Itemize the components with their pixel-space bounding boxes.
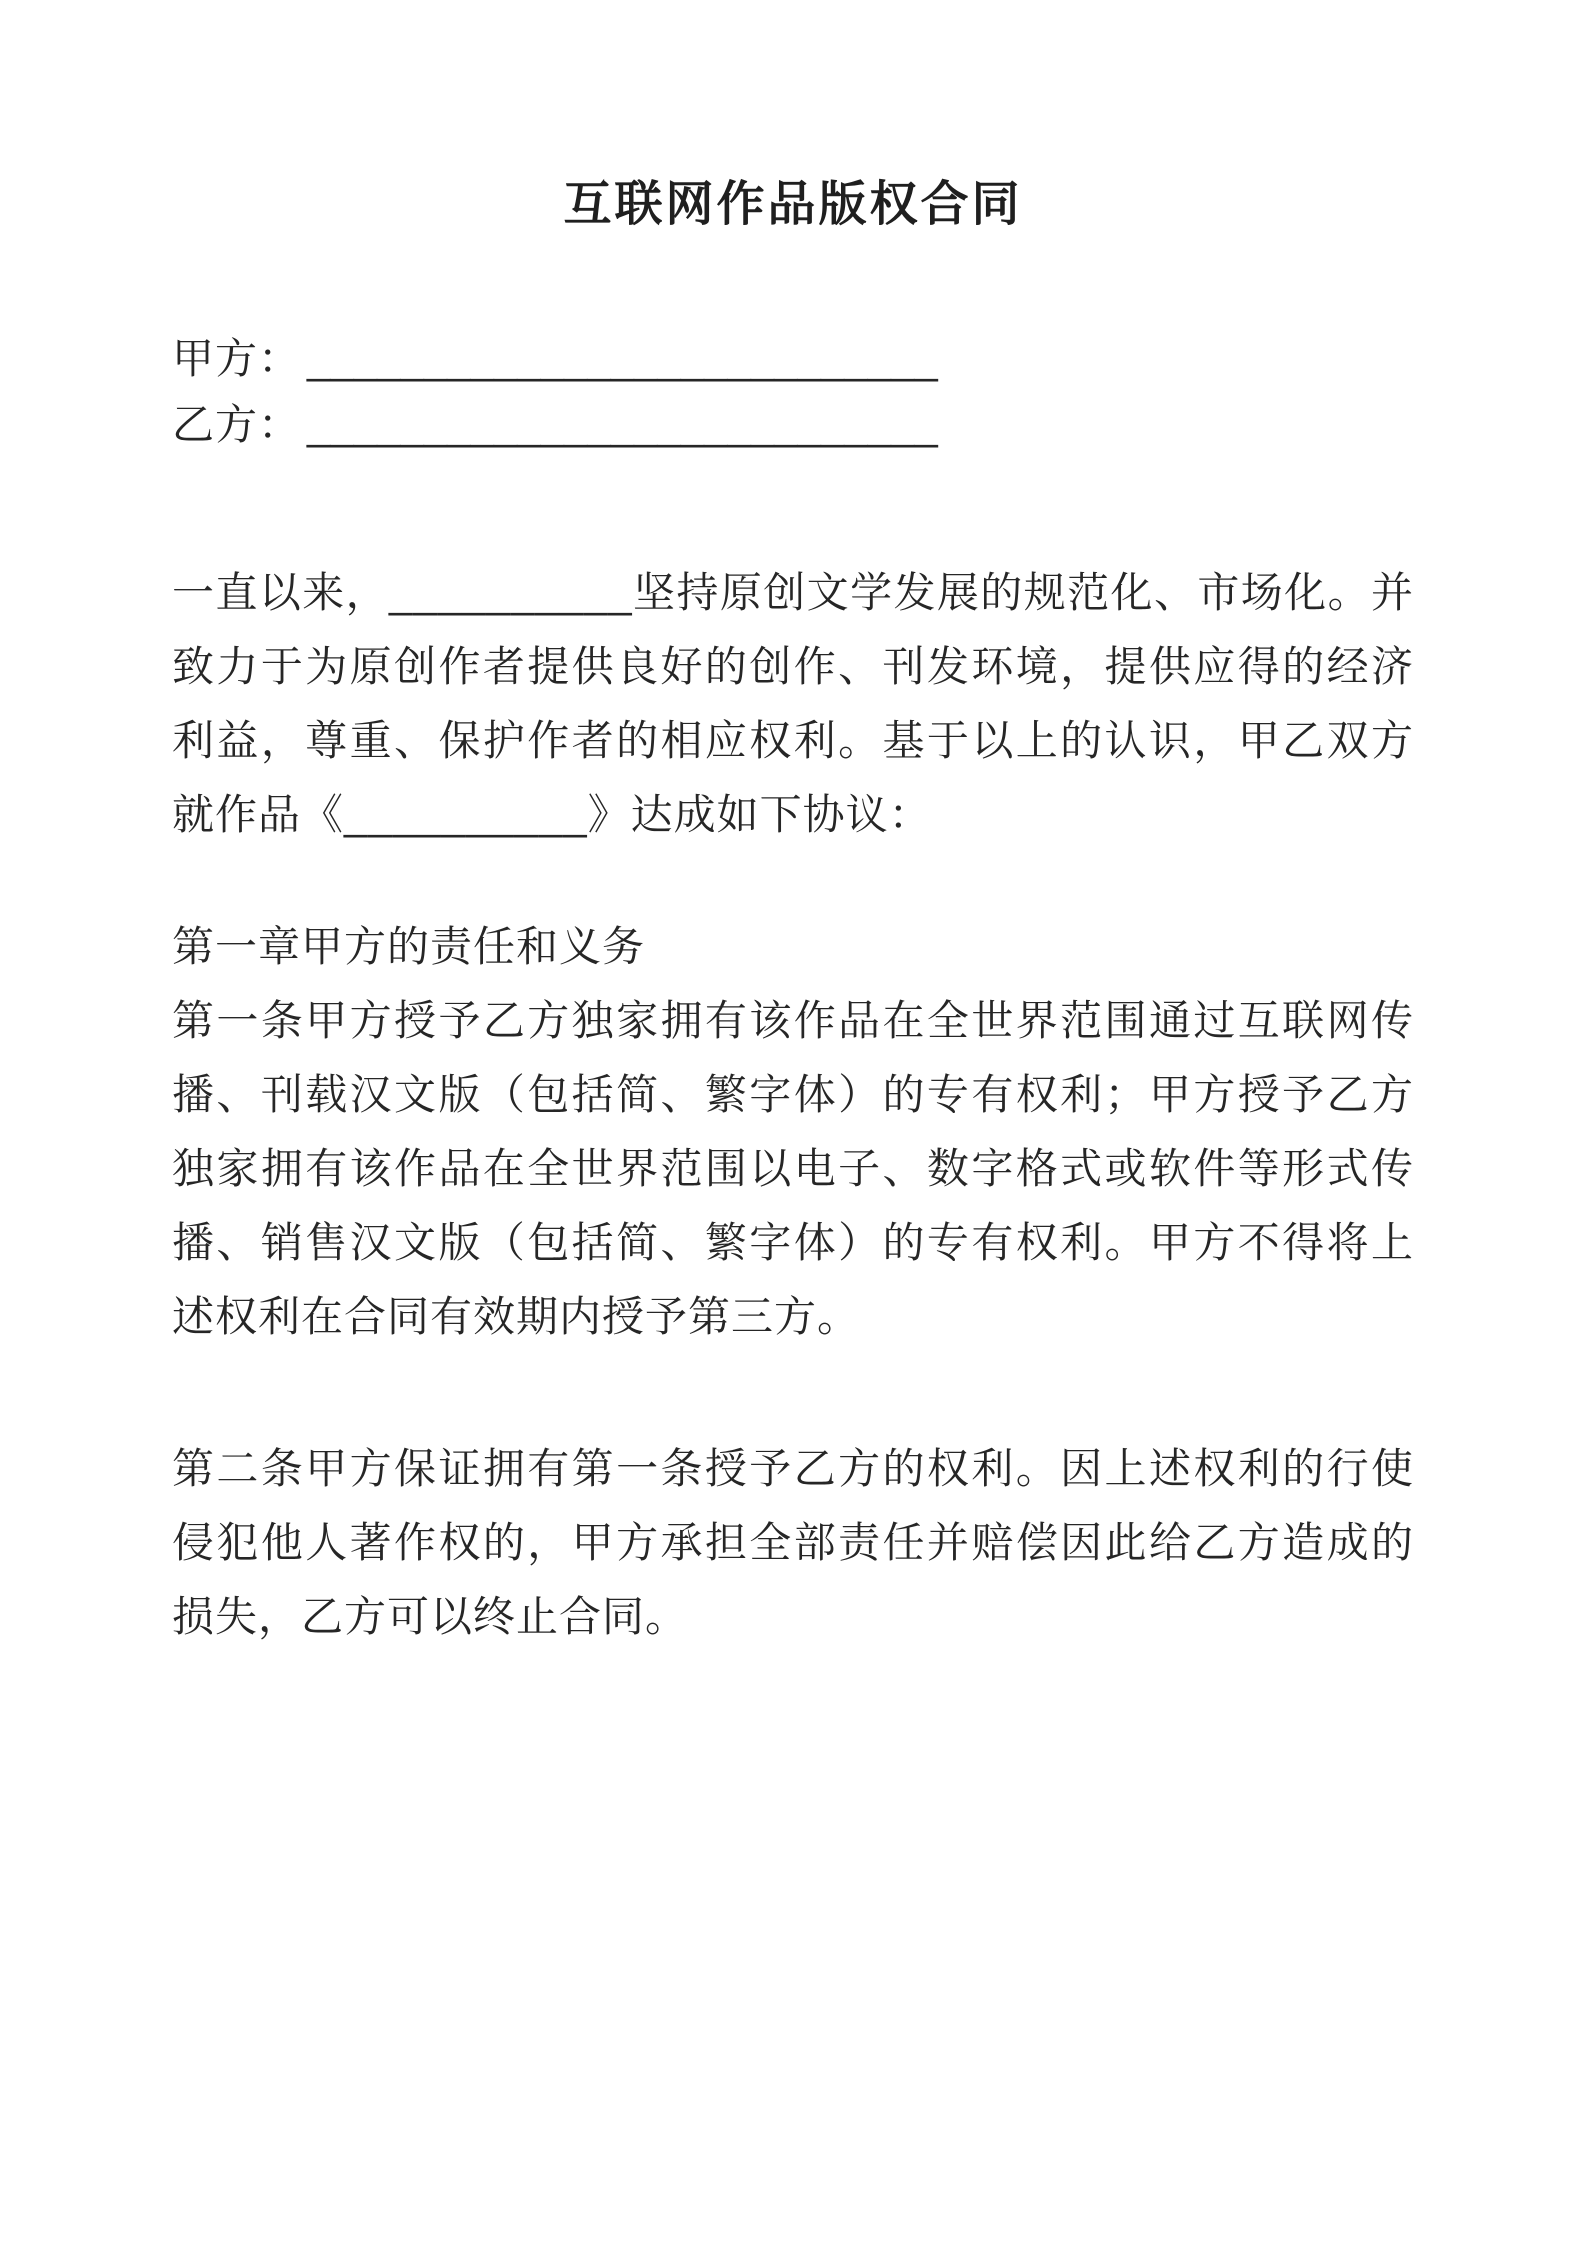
article-two-paragraph: 第二条甲方保证拥有第一条授予乙方的权利。因上述权利的行使侵犯他人著作权的，甲方承担全部责任并赔偿因此给乙方造成的损失，乙方可以终止合同。 xyxy=(172,1445,1414,1640)
article-one-paragraph: 第一条甲方授予乙方独家拥有该作品在全世界范围通过互联网传播、刊载汉文版（包括简、繁字体）的专有权利；甲方授予乙方独家拥有该作品在全世界范围以电子、数字格式或软件等形式传播、销售汉文版（包括简、繁字体）的专有权利。甲方不得将上述权利在合同有效期内授予第三方。 xyxy=(172,997,1414,1340)
party-b-blank: ___________________________ xyxy=(307,401,938,448)
party-b-label: 乙方： xyxy=(172,401,302,448)
chapter-one-heading: 第一章甲方的责任和义务 xyxy=(172,923,646,970)
party-a-label: 甲方： xyxy=(172,335,302,382)
party-a-blank: ___________________________ xyxy=(307,335,938,382)
party-b-line xyxy=(172,392,1414,458)
party-a-line xyxy=(172,326,1414,392)
document-title: 互联网作品版权合同 xyxy=(563,178,1023,231)
parties-block xyxy=(172,326,1414,458)
intro-paragraph: 一直以来，__________坚持原创文学发展的规范化、市场化。并致力于为原创作者提供良好的创作、刊发环境，提供应得的经济利益，尊重、保护作者的相应权利。基于以上的认识，甲乙双方就作品《__________》达成如下协议： xyxy=(172,569,1414,838)
